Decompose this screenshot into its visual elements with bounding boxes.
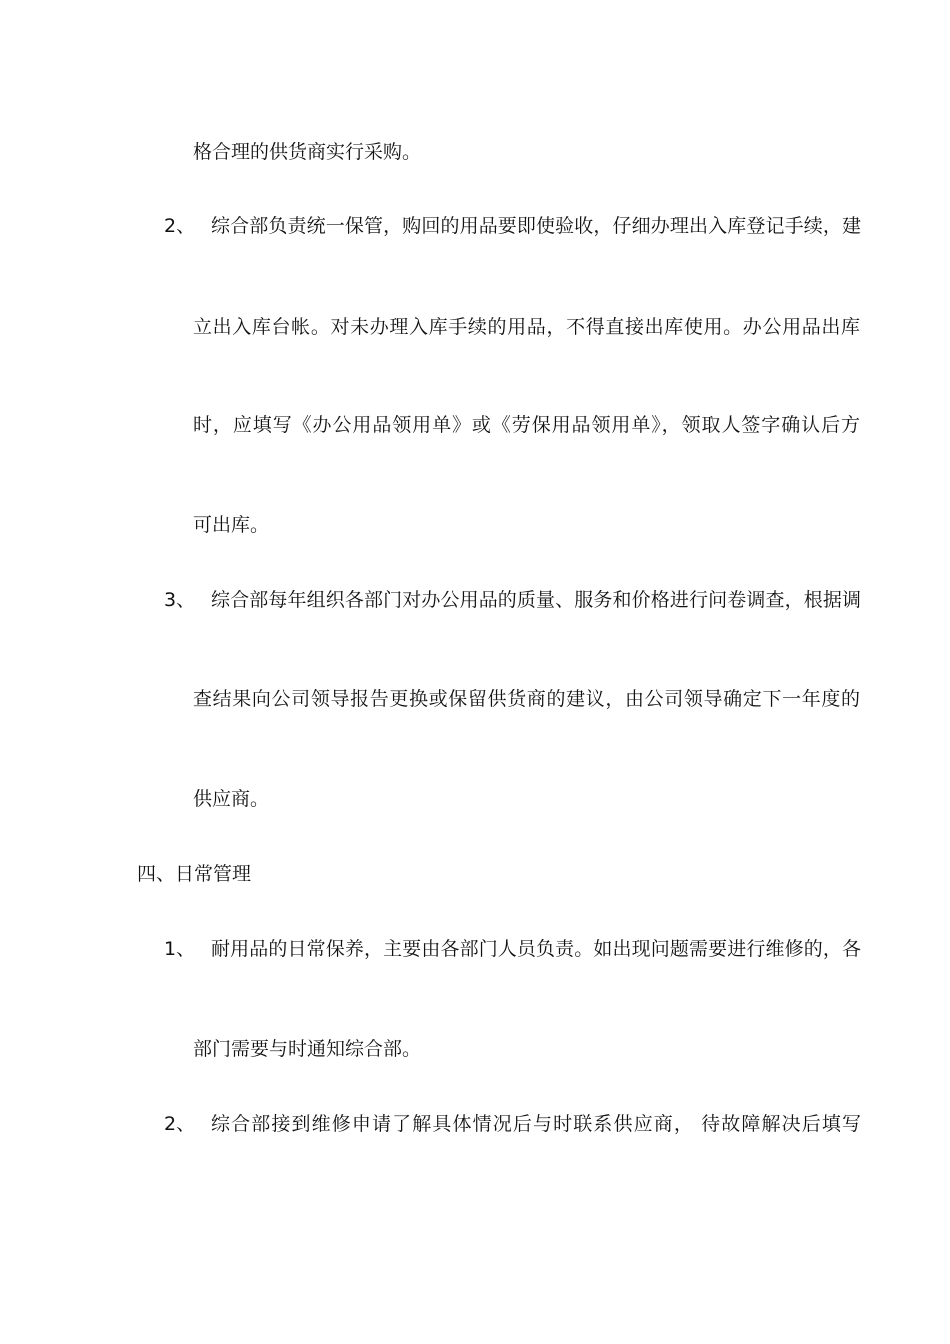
paragraph-line: 查结果向公司领导报告更换或保留供货商的建议，由公司领导确定下一年度的 <box>193 688 860 710</box>
paragraph-line: 部门需要与时通知综合部。 <box>193 1038 422 1060</box>
list-number: 3、 <box>164 589 196 611</box>
section-heading: 四、日常管理 <box>137 863 252 885</box>
paragraph-line: 格合理的供货商实行采购。 <box>193 141 422 163</box>
list-number: 1、 <box>164 938 196 960</box>
list-number: 2、 <box>164 1113 196 1135</box>
paragraph-line: 可出库。 <box>193 514 270 536</box>
paragraph-line: 综合部每年组织各部门对办公用品的质量、服务和价格进行问卷调查，根据调 <box>211 589 861 611</box>
paragraph-line: 时，应填写《办公用品领用单》或《劳保用品领用单》，领取人签字确认后方 <box>193 414 860 436</box>
list-number: 2、 <box>164 215 196 237</box>
paragraph-line: 综合部接到维修申请了解具体情况后与时联系供应商， 待故障解决后填写 <box>211 1113 861 1135</box>
paragraph-line: 耐用品的日常保养，主要由各部门人员负责。如出现问题需要进行维修的，各 <box>211 938 861 960</box>
paragraph-line: 供应商。 <box>193 788 270 810</box>
paragraph-line: 综合部负责统一保管，购回的用品要即使验收，仔细办理出入库登记手续，建 <box>211 215 861 237</box>
paragraph-line: 立出入库台帐。对未办理入库手续的用品，不得直接出库使用。办公用品出库 <box>193 316 860 338</box>
